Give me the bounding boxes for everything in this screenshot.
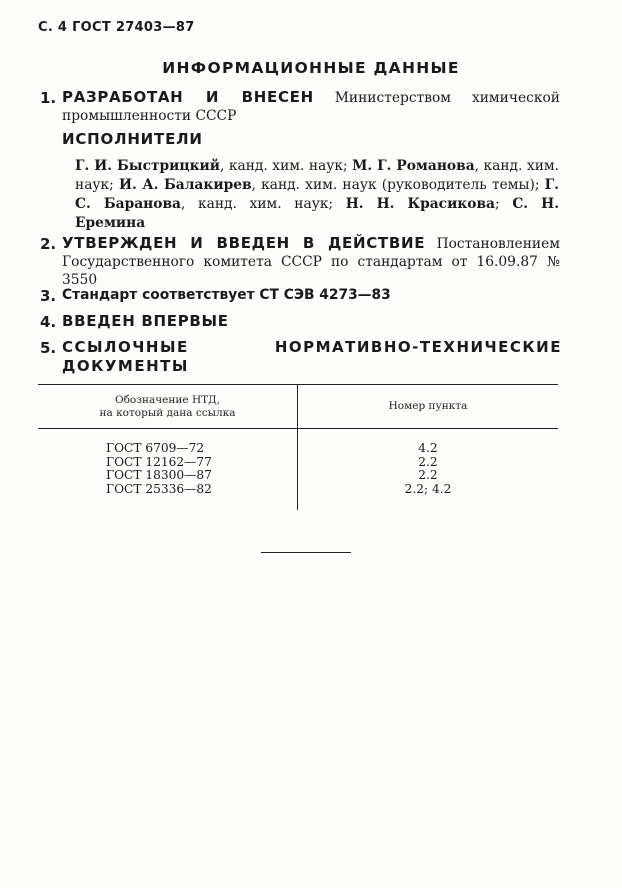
performer-role: , канд. хим. наук; <box>220 158 353 174</box>
table-header-clause: Номер пункта <box>388 400 468 412</box>
performer-name: Н. Н. Красикова <box>345 196 496 212</box>
item-number: 1. <box>40 89 57 107</box>
item-text <box>62 338 562 376</box>
performer-role: , канд. хим. наук; <box>180 196 346 212</box>
performer-name: Г. С. Баранова <box>75 177 559 212</box>
item-references <box>40 338 562 376</box>
performer-name: И. А. Балакирев <box>118 177 252 193</box>
item-lead: РАЗРАБОТАН И ВНЕСЕН <box>62 88 314 106</box>
item-number: 3. <box>40 287 57 305</box>
item-number: 4. <box>40 313 57 331</box>
item-text <box>62 312 560 331</box>
table-cell-clause: 2.2 <box>418 454 438 469</box>
table-cell-document: ГОСТ 6709—72 <box>106 441 205 455</box>
table-header-document <box>38 394 297 420</box>
table-header-line: на который дана ссылка <box>99 407 236 419</box>
item-lead: ССЫЛОЧНЫЕ НОРМАТИВНО-ТЕХНИЧЕСКИЕ ДОКУМЕНТЫ <box>62 338 562 375</box>
table-column-clauses <box>298 442 558 496</box>
item-lead: УТВЕРЖДЕН И ВВЕДЕН В ДЕЙСТВИЕ <box>62 234 426 252</box>
table-header-line: Обозначение НТД, <box>115 394 220 406</box>
performers-list <box>75 157 559 233</box>
item-conformity <box>40 286 560 304</box>
item-number: 5. <box>40 339 57 357</box>
page-title: ИНФОРМАЦИОННЫЕ ДАННЫЕ <box>162 59 460 77</box>
table-cell-document: ГОСТ 18300—87 <box>106 468 212 482</box>
item-developed <box>40 88 560 125</box>
table-header-rule <box>38 428 558 429</box>
table-cell-clause: 2.2 <box>418 468 438 482</box>
end-rule <box>261 552 351 553</box>
table-top-rule <box>38 384 558 385</box>
performer-role: ; <box>495 196 513 212</box>
item-body: Министерством химической промышленности СССР <box>62 90 560 124</box>
performer-role: , канд. хим. наук (руководитель темы); <box>251 177 545 193</box>
performer-role: , канд. хим. наук; <box>75 158 560 193</box>
item-approved <box>40 234 560 289</box>
table-column-documents <box>106 442 212 496</box>
performer-name: М. Г. Романова <box>352 158 475 174</box>
page-header: С. 4 ГОСТ 27403—87 <box>38 20 195 35</box>
table-cell-document: ГОСТ 25336—82 <box>106 481 212 496</box>
item-number: 2. <box>40 235 57 253</box>
table-cell-clause: 2.2; 4.2 <box>404 481 452 496</box>
performers-heading: ИСПОЛНИТЕЛИ <box>62 130 203 148</box>
item-text <box>62 234 560 289</box>
item-body: Стандарт соответствует СТ СЭВ 4273—83 <box>62 287 391 303</box>
item-first-introduced <box>40 312 560 331</box>
performer-name: С. Н. Еремина <box>75 196 559 231</box>
item-lead: ВВЕДЕН ВПЕРВЫЕ <box>62 312 229 330</box>
table-cell-document: ГОСТ 12162—77 <box>106 454 212 469</box>
reference-table <box>38 384 558 512</box>
performer-name: Г. И. Быстрицкий <box>75 158 221 174</box>
table-cell-clause: 4.2 <box>418 441 438 455</box>
item-text <box>62 88 560 125</box>
item-body: Постановлением Государственного комитета СССР по стандартам от 16.09.87 № 3550 <box>62 236 561 288</box>
